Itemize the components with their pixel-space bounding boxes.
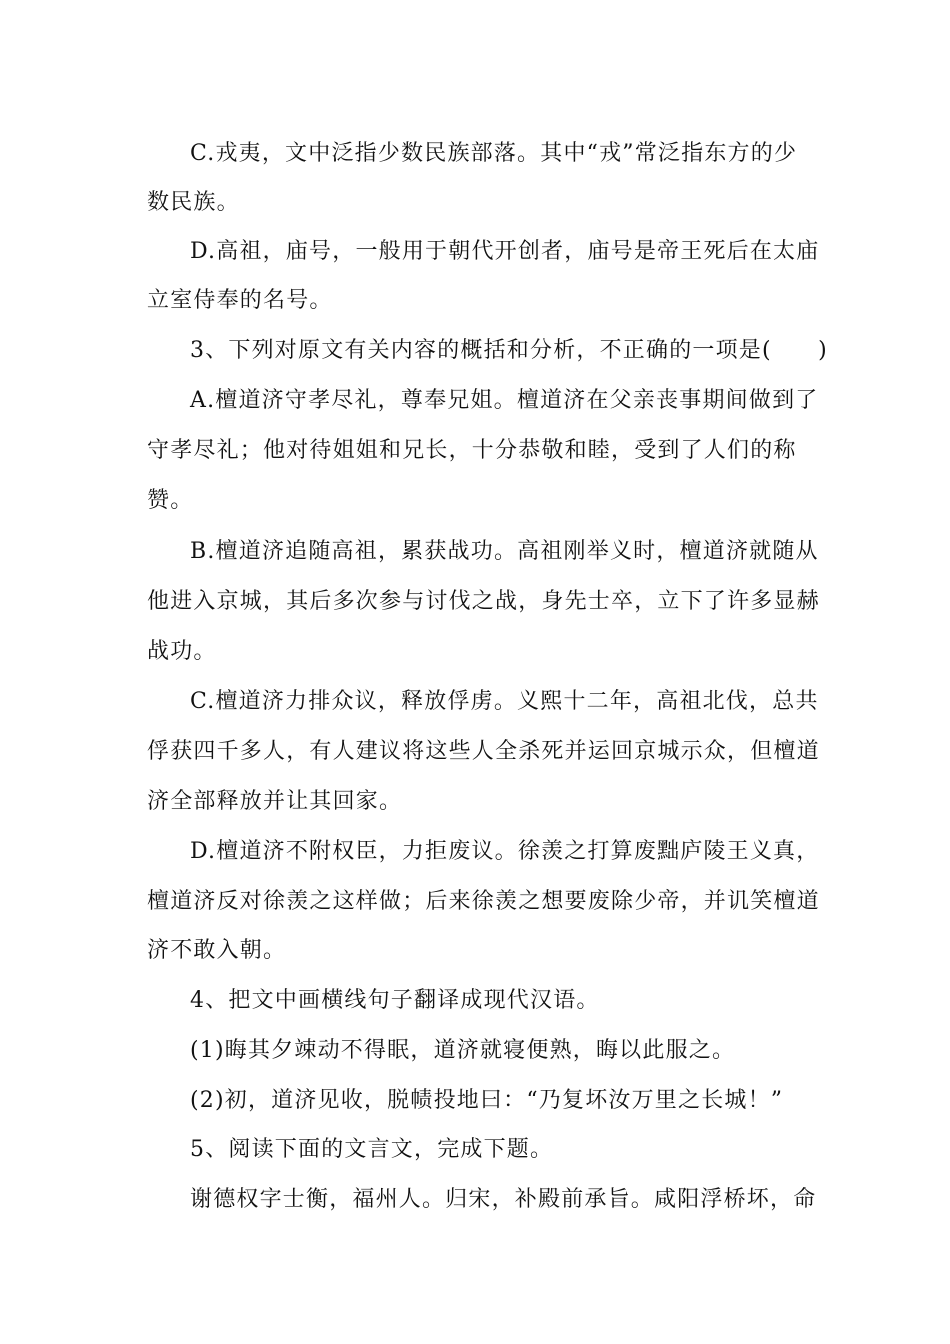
question-4: 4、把文中画横线句子翻译成现代汉语。 — [190, 988, 600, 1013]
q3-option-d-line-3: 济不敢入朝。 — [147, 938, 287, 963]
q3-option-b-line-1: B.檀道济追随高祖，累获战功。高祖刚举义时，檀道济就随从 — [190, 539, 819, 564]
q4-item-1: (1)晦其夕竦动不得眠，道济就寝便熟，晦以此服之。 — [190, 1038, 736, 1063]
q3-option-a-line-1: A.檀道济守孝尽礼，尊奉兄姐。檀道济在父亲丧事期间做到了 — [190, 388, 819, 413]
q3-option-d-line-1: D.檀道济不附权臣，力拒废议。徐羡之打算废黜庐陵王义真， — [190, 839, 820, 864]
option-c-line-2: 数民族。 — [147, 190, 240, 215]
question-3: 3、下列对原文有关内容的概括和分析，不正确的一项是( ) — [190, 338, 828, 363]
q3-option-c-line-3: 济全部释放并让其回家。 — [147, 789, 403, 814]
q3-option-b-line-2: 他进入京城，其后多次参与讨伐之战，身先士卒，立下了许多显赫 — [147, 589, 820, 614]
q4-item-2: (2)初，道济见收，脱帻投地曰：“乃复坏汝万里之长城！” — [190, 1088, 784, 1113]
q3-option-d-line-2: 檀道济反对徐羡之这样做；后来徐羡之想要废除少帝，并讥笑檀道 — [147, 889, 820, 914]
passage-line-1: 谢德权字士衡，福州人。归宋，补殿前承旨。咸阳浮桥坏，命 — [190, 1187, 817, 1212]
q3-option-b-line-3: 战功。 — [147, 639, 217, 664]
q3-option-a-line-2: 守孝尽礼；他对待姐姐和兄长，十分恭敬和睦，受到了人们的称 — [147, 438, 797, 463]
option-d-line-1: D.高祖，庙号，一般用于朝代开创者，庙号是帝王死后在太庙 — [190, 239, 820, 264]
option-c-line-1: C.戎夷，文中泛指少数民族部落。其中“戎”常泛指东方的少 — [190, 141, 798, 166]
question-5: 5、阅读下面的文言文，完成下题。 — [190, 1137, 554, 1162]
q3-option-c-line-2: 俘获四千多人，有人建议将这些人全杀死并运回京城示众，但檀道 — [147, 739, 820, 764]
option-d-line-2: 立室侍奉的名号。 — [147, 288, 333, 313]
q3-option-c-line-1: C.檀道济力排众议，释放俘虏。义熙十二年，高祖北伐，总共 — [190, 689, 819, 714]
q3-option-a-line-3: 赞。 — [147, 488, 194, 513]
